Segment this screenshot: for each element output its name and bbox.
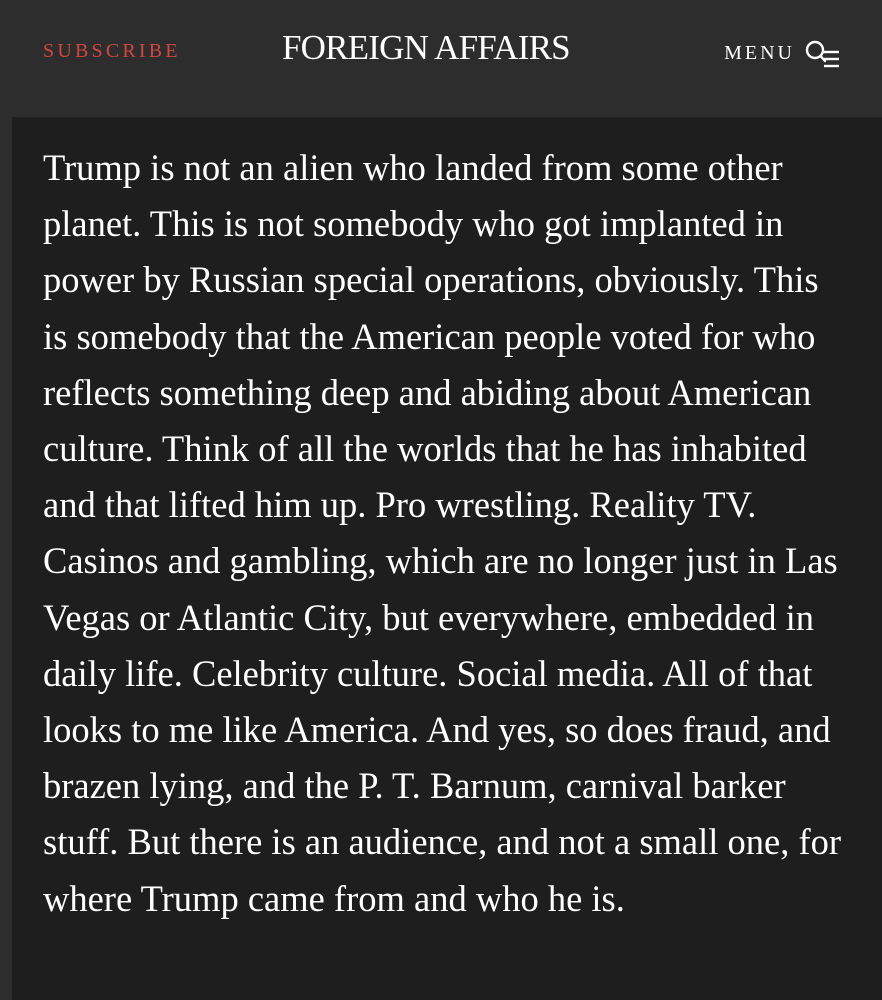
article-paragraph: Trump is not an alien who landed from some other planet. This is not somebody who got implanted in power by Russian special operations, obviously. This is somebody that the American people voted for who reflects something deep and abiding about American culture. Think of all the worlds that he has inhabited and that lifted him up. Pro wrestling. Reality TV. Casinos and gambling, which are no longer just in Las Vegas or Atlantic City, but everywhere, embedded in daily life. Celebrity culture. Social media. All of that looks to me like America. And yes, so does fraud, and brazen lying, and the P. T. Barnum, carnival barker stuff. But there is an audience, and not a small one, for where Trump came from and who he is. (43, 147, 842, 919)
search-menu-icon (803, 38, 841, 68)
left-border (0, 117, 12, 1000)
subscribe-link[interactable]: SUBSCRIBE (43, 40, 181, 62)
menu-button[interactable] (724, 38, 841, 68)
site-logo[interactable]: FOREIGN AFFAIRS (282, 28, 570, 67)
menu-label: MENU (724, 41, 795, 64)
site-header (0, 0, 882, 117)
article-body (12, 117, 882, 1000)
